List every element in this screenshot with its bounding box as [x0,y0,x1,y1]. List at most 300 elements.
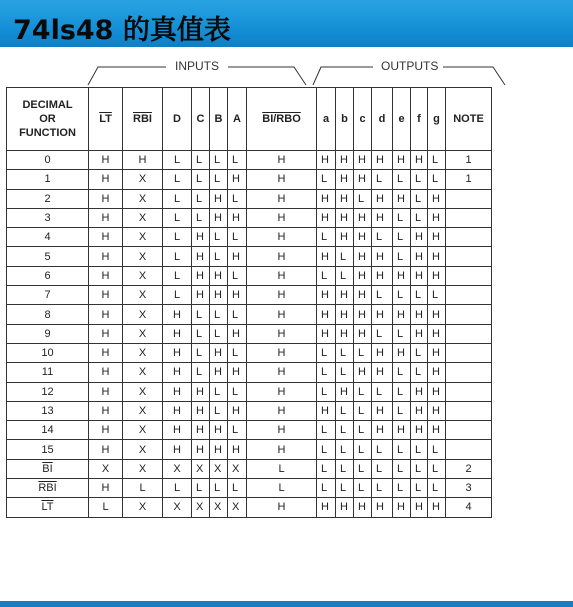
value-cell: X [210,459,228,478]
value-cell: H [210,343,228,362]
outputs-label: OUTPUTS [377,59,442,73]
value-cell: L [192,170,210,189]
inputs-group-header [88,52,310,86]
value-cell: H [428,421,446,440]
note-cell [446,382,492,401]
value-cell: H [247,170,317,189]
value-cell: H [411,421,428,440]
value-cell: H [247,286,317,305]
value-cell: H [89,151,123,170]
value-cell: H [428,189,446,208]
value-cell: L [393,382,411,401]
value-cell: H [428,382,446,401]
value-cell: H [393,151,411,170]
value-cell: H [89,228,123,247]
value-cell: H [228,170,247,189]
value-cell: L [354,401,372,420]
note-cell [446,401,492,420]
value-cell: X [228,459,247,478]
value-cell: H [393,305,411,324]
value-cell: X [89,459,123,478]
value-cell: H [317,401,336,420]
value-cell: L [372,286,393,305]
value-cell: H [372,151,393,170]
table-row [7,189,492,208]
note-cell [446,189,492,208]
value-cell: H [163,421,192,440]
value-cell: H [354,170,372,189]
value-cell: L [411,479,428,498]
value-cell: L [247,479,317,498]
value-cell: X [163,459,192,478]
value-cell: L [354,440,372,459]
note-cell [446,228,492,247]
value-cell: H [210,208,228,227]
value-cell: L [192,324,210,343]
value-cell: X [123,382,163,401]
value-cell: L [210,324,228,343]
value-cell: H [372,208,393,227]
value-cell: H [163,343,192,362]
table-row [7,247,492,266]
value-cell: H [336,189,354,208]
header-b: B [210,88,228,151]
value-cell: H [89,189,123,208]
function-cell: 15 [7,440,89,459]
value-cell: L [336,479,354,498]
function-cell: 2 [7,189,89,208]
value-cell: X [123,266,163,285]
value-cell: H [372,498,393,517]
value-cell: L [336,401,354,420]
function-cell: 13 [7,401,89,420]
value-cell: H [428,324,446,343]
function-cell: 6 [7,266,89,285]
value-cell: H [393,343,411,362]
value-cell: L [428,151,446,170]
value-cell: L [411,286,428,305]
value-cell: H [192,421,210,440]
value-cell: L [192,363,210,382]
value-cell: L [393,208,411,227]
value-cell: L [428,170,446,189]
value-cell: L [163,170,192,189]
value-cell: L [428,479,446,498]
value-cell: L [210,382,228,401]
value-cell: H [247,421,317,440]
function-cell: 3 [7,208,89,227]
table-row [7,498,492,517]
value-cell: H [317,208,336,227]
table-row [7,305,492,324]
value-cell: H [336,170,354,189]
value-cell: H [247,208,317,227]
value-cell: L [336,247,354,266]
bottom-bar [0,601,573,607]
value-cell: L [317,459,336,478]
value-cell: H [411,266,428,285]
value-cell: H [411,401,428,420]
value-cell: H [317,247,336,266]
value-cell: H [428,498,446,517]
value-cell: X [228,498,247,517]
value-cell: L [372,382,393,401]
value-cell: L [411,363,428,382]
value-cell: X [123,228,163,247]
value-cell: H [336,382,354,401]
value-cell: H [228,324,247,343]
value-cell: H [228,247,247,266]
value-cell: H [336,498,354,517]
value-cell: H [247,189,317,208]
value-cell: L [317,440,336,459]
value-cell: L [354,459,372,478]
value-cell: L [210,151,228,170]
value-cell: L [89,498,123,517]
header-out-g: g [428,88,446,151]
table-row [7,324,492,343]
table-row [7,286,492,305]
value-cell: H [163,363,192,382]
value-cell: H [354,228,372,247]
outputs-group-header [313,52,513,86]
value-cell: L [411,208,428,227]
value-cell: X [123,324,163,343]
value-cell: L [210,228,228,247]
value-cell: H [89,247,123,266]
table-row [7,479,492,498]
value-cell: L [372,459,393,478]
header-out-a: a [317,88,336,151]
value-cell: L [372,170,393,189]
value-cell: L [372,440,393,459]
value-cell: X [123,286,163,305]
value-cell: L [192,208,210,227]
truth-table [6,87,492,518]
value-cell: H [354,266,372,285]
value-cell: L [317,266,336,285]
value-cell: H [89,421,123,440]
value-cell: H [210,421,228,440]
value-cell: H [317,286,336,305]
value-cell: L [336,266,354,285]
value-cell: L [354,343,372,362]
value-cell: L [210,170,228,189]
value-cell: H [163,305,192,324]
function-cell: 1 [7,170,89,189]
header-out-f: f [411,88,428,151]
value-cell: L [411,189,428,208]
value-cell: H [317,189,336,208]
table-row [7,459,492,478]
value-cell: H [411,228,428,247]
note-cell [446,286,492,305]
value-cell: H [192,247,210,266]
value-cell: L [163,479,192,498]
value-cell: H [89,170,123,189]
value-cell: L [210,401,228,420]
value-cell: L [354,382,372,401]
value-cell: L [372,479,393,498]
value-cell: L [411,440,428,459]
note-cell: 2 [446,459,492,478]
value-cell: H [210,189,228,208]
value-cell: H [411,382,428,401]
value-cell: L [393,401,411,420]
value-cell: H [192,228,210,247]
value-cell: L [372,324,393,343]
value-cell: L [317,479,336,498]
value-cell: H [336,305,354,324]
value-cell: H [354,363,372,382]
value-cell: H [163,440,192,459]
value-cell: H [411,498,428,517]
function-cell: 7 [7,286,89,305]
function-cell: 4 [7,228,89,247]
value-cell: L [336,459,354,478]
note-cell [446,208,492,227]
value-cell: X [123,421,163,440]
value-cell: L [428,459,446,478]
value-cell: X [123,498,163,517]
value-cell: H [228,440,247,459]
value-cell: X [123,189,163,208]
value-cell: H [354,498,372,517]
value-cell: L [336,363,354,382]
table-row [7,421,492,440]
value-cell: X [123,440,163,459]
note-cell [446,363,492,382]
value-cell: H [354,208,372,227]
value-cell: H [428,343,446,362]
value-cell: X [192,498,210,517]
value-cell: H [247,247,317,266]
value-cell: H [89,286,123,305]
value-cell: H [428,208,446,227]
value-cell: L [317,363,336,382]
note-cell [446,247,492,266]
value-cell: L [354,479,372,498]
value-cell: H [317,305,336,324]
value-cell: L [228,266,247,285]
function-cell: 8 [7,305,89,324]
value-cell: H [89,266,123,285]
header-out-e: e [393,88,411,151]
value-cell: H [192,266,210,285]
header-rbi: $\overline{RBI}$ [123,88,163,151]
value-cell: L [411,459,428,478]
value-cell: X [123,247,163,266]
value-cell: L [192,343,210,362]
note-cell [446,421,492,440]
value-cell: H [336,286,354,305]
title-bar [0,0,573,47]
value-cell: H [411,305,428,324]
table-row [7,440,492,459]
value-cell: L [393,440,411,459]
value-cell: L [411,170,428,189]
table-row [7,208,492,227]
value-cell: X [123,208,163,227]
value-cell: H [247,498,317,517]
note-cell: 4 [446,498,492,517]
value-cell: H [228,401,247,420]
value-cell: H [372,189,393,208]
value-cell: L [210,479,228,498]
value-cell: L [163,189,192,208]
value-cell: H [247,266,317,285]
value-cell: H [372,363,393,382]
value-cell: L [163,266,192,285]
value-cell: H [89,440,123,459]
value-cell: L [393,479,411,498]
function-cell: 5 [7,247,89,266]
value-cell: H [89,343,123,362]
value-cell: H [317,324,336,343]
value-cell: L [411,343,428,362]
value-cell: L [228,151,247,170]
value-cell: L [317,382,336,401]
value-cell: H [336,208,354,227]
value-cell: L [163,208,192,227]
value-cell: H [317,151,336,170]
value-cell: L [192,479,210,498]
value-cell: H [123,151,163,170]
value-cell: X [123,170,163,189]
table-row [7,343,492,362]
value-cell: X [163,498,192,517]
value-cell: H [89,479,123,498]
value-cell: H [372,247,393,266]
value-cell: H [428,305,446,324]
table-row [7,170,492,189]
value-cell: L [210,305,228,324]
value-cell: H [192,440,210,459]
value-cell: X [192,459,210,478]
table-header-row [7,88,492,151]
value-cell: H [336,228,354,247]
value-cell: H [372,305,393,324]
value-cell: H [372,266,393,285]
value-cell: L [428,286,446,305]
function-cell: 10 [7,343,89,362]
value-cell: L [393,228,411,247]
value-cell: X [123,363,163,382]
table-row [7,266,492,285]
value-cell: L [228,421,247,440]
table-body [7,151,492,518]
value-cell: H [428,363,446,382]
value-cell: X [210,498,228,517]
value-cell: L [393,459,411,478]
value-cell: X [123,459,163,478]
value-cell: H [428,247,446,266]
value-cell: H [317,498,336,517]
table-row [7,228,492,247]
function-cell: 14 [7,421,89,440]
value-cell: L [228,189,247,208]
value-cell: L [428,440,446,459]
value-cell: H [428,228,446,247]
value-cell: L [317,228,336,247]
value-cell: H [354,247,372,266]
value-cell: L [393,324,411,343]
value-cell: X [123,401,163,420]
value-cell: L [192,189,210,208]
value-cell: H [163,324,192,343]
value-cell: H [228,286,247,305]
header-function: DECIMAL OR FUNCTION [7,88,89,151]
header-out-b: b [336,88,354,151]
value-cell: H [354,324,372,343]
value-cell: H [89,324,123,343]
value-cell: L [336,440,354,459]
table-row [7,382,492,401]
value-cell: H [210,363,228,382]
note-cell [446,343,492,362]
value-cell: H [372,343,393,362]
value-cell: H [192,382,210,401]
function-cell: $\overline{BI}$ [7,459,89,478]
value-cell: L [317,421,336,440]
table-row [7,401,492,420]
value-cell: H [372,421,393,440]
note-cell [446,266,492,285]
value-cell: H [247,363,317,382]
value-cell: L [336,343,354,362]
value-cell: L [192,305,210,324]
value-cell: L [192,151,210,170]
header-d: D [163,88,192,151]
value-cell: L [336,421,354,440]
value-cell: H [247,228,317,247]
value-cell: H [428,266,446,285]
value-cell: H [89,382,123,401]
value-cell: L [372,228,393,247]
value-cell: H [163,401,192,420]
value-cell: L [163,286,192,305]
value-cell: H [89,305,123,324]
value-cell: L [393,247,411,266]
function-cell: 12 [7,382,89,401]
value-cell: H [372,401,393,420]
value-cell: H [228,208,247,227]
function-cell: 0 [7,151,89,170]
value-cell: L [210,247,228,266]
value-cell: H [210,286,228,305]
value-cell: H [354,286,372,305]
value-cell: H [247,440,317,459]
header-lt: $\overline{LT}$ [89,88,123,151]
table-row [7,363,492,382]
value-cell: L [123,479,163,498]
value-cell: L [317,170,336,189]
value-cell: H [336,324,354,343]
value-cell: H [89,363,123,382]
header-note: NOTE [446,88,492,151]
value-cell: X [123,343,163,362]
value-cell: L [393,170,411,189]
value-cell: H [411,151,428,170]
value-cell: L [228,479,247,498]
value-cell: H [210,440,228,459]
header-c: C [192,88,210,151]
value-cell: H [247,382,317,401]
value-cell: H [247,324,317,343]
table-row [7,151,492,170]
value-cell: H [411,324,428,343]
page-title: 74ls48 的真值表 [13,15,231,46]
